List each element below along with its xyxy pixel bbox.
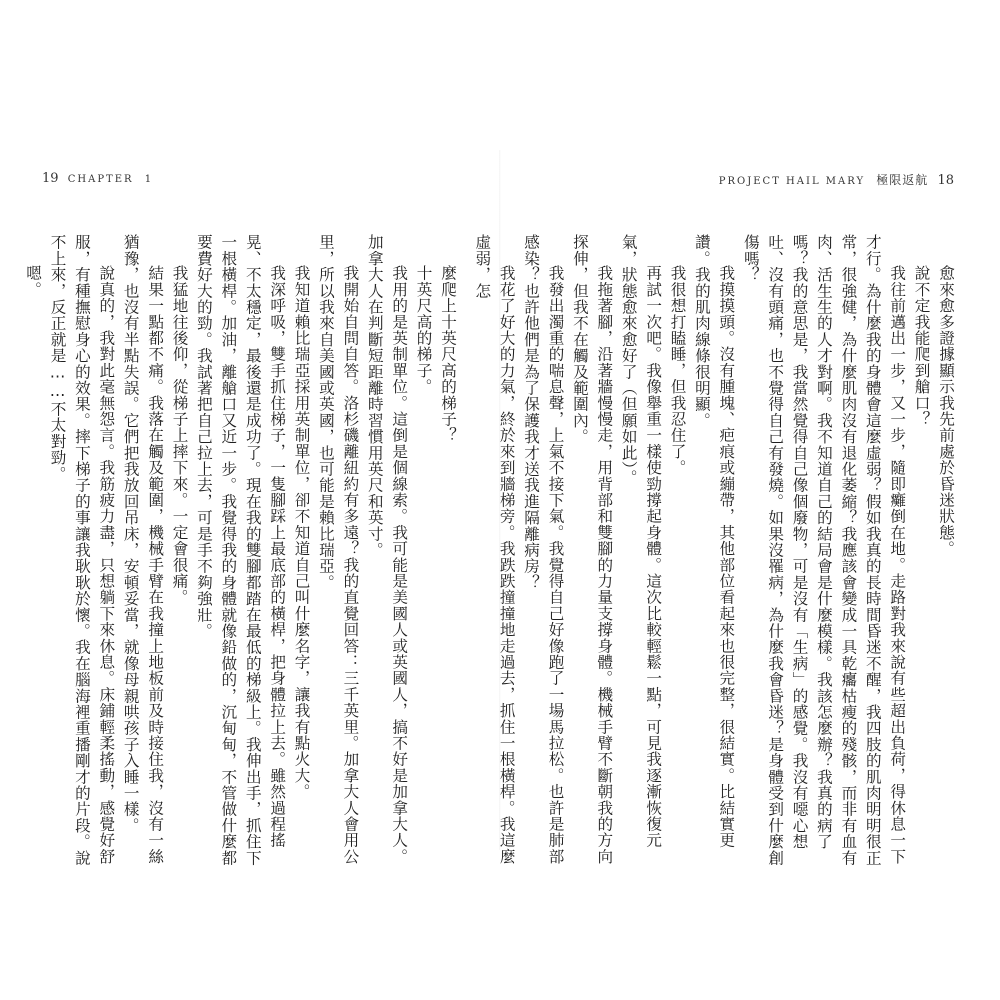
left-running-header: [38, 171, 153, 186]
paragraph: 我拖著腳，沿著牆慢慢走，用背部和雙腳的力量支撐身體。機械手臂不斷朝我的方向探伸，但我不在觸及範圍內。: [570, 234, 614, 865]
paragraph: 我猛地往後仰，從梯子上摔下來。一定會很痛。: [170, 265, 189, 606]
paragraph: 我花了好大的力氣，終於來到牆梯旁。我跌跌撞撞地走過去，抓住一根橫桿。我這麼虛弱，怎: [473, 234, 516, 865]
left-page-text: [24, 234, 460, 874]
left-page-body: [24, 234, 460, 874]
right-page-body: [473, 234, 958, 874]
left-page-number: 19: [42, 171, 59, 186]
right-page-text: [473, 234, 958, 874]
paragraph: 結果一點都不痛。我落在觸及範圍，機械手臂在我撞上地板前及時接住我，沒有一絲猶豫，也沒有半點失誤。它們把我放回吊床，安頓妥當，就像母親哄孩子入睡一樣。: [121, 234, 165, 865]
paragraph: 說真的，我對此毫無怨言。我筋疲力盡，只想躺下來休息。床鋪輕柔搖動，感覺好舒服，有種撫慰身心的效果。摔下梯子的事讓我耿耿於懷。我在腦海裡重播剛才的片段。說不上來，反正就是……不太對勁。: [48, 234, 116, 866]
paragraph: 我開始自問自答。洛杉磯離紐約有多遠？我的直覺回答：三千英里。加拿大人會用公里，所以我來自美國或英國，也可能是賴比瑞亞。: [316, 234, 360, 865]
paragraph: 我用的是英制單位。這倒是個線索。我可能是美國人或英國人，搞不好是加拿大人。加拿大人在判斷短距離時習慣用英尺和英寸。: [365, 234, 409, 865]
paragraph: 麼爬上十英尺高的梯子？: [439, 265, 457, 444]
chapter-label: CHAPTER: [67, 174, 134, 185]
running-title: PROJECT HAIL MARY: [718, 176, 866, 187]
paragraph: 再試一次吧。我像舉重一樣使勁撐起身體。這次比較輕鬆一點，可見我逐漸恢復元氣，狀態愈來愈好了（但願如此）。: [619, 234, 663, 849]
paragraph: 我很想打瞌睡，但我忍住了。: [668, 265, 687, 476]
paragraph: 我發出濁重的喘息聲，上氣不接下氣。我覺得自己好像跑了一場馬拉松。也許是肺部感染？也許他們是為了保護我才送我進隔離病房？: [522, 234, 565, 865]
chapter-number: 1: [144, 174, 154, 185]
paragraph: 我往前邁出一步，又一步，隨即癱倒在地。走路對我來說有些超出負荷，得休息一下才行。為什麼我的身體會這麼虛弱？假如我真的長時間昏迷不醒，我四肢的肌肉明明很正常，很強健，為什麼肌肉沒有退化萎縮？我應該會變成一具乾癟枯瘦的殘骸，而非有血有肉、活生生的人才對啊。我不知道自己的結局會是什麼模樣。我該怎麼辦？我真的病了嗎？我的意思是，我當然覺得自己像個廢物，可是沒有「生病」的感覺。我沒有噁心想吐、沒有頭痛，也不覺得自己有發燒。如果沒罹病，為什麼我會昏迷？是身體受到什麼創傷嗎？: [741, 234, 907, 866]
book-title-cjk: 極限返航: [876, 173, 929, 187]
paragraph: 我摸摸頭。沒有腫塊、疤痕或繃帶，其他部位看起來也很完整，很結實。比結實更讚。我的肌肉線條很明顯。: [692, 234, 736, 849]
paragraph: 我深呼吸，雙手抓住梯子，一隻腳踩上最底部的橫桿，把身體拉上去。雖然過程搖晃、不太穩定，最後還是成功了。現在我的雙腳都踏在最低的梯級上。我伸出手，抓住下一根橫桿。加油，離艙口又近一步。我覺得我的身體就像鉛做的，沉甸甸，不管做什麼都要費好大的勁。我試著把自己拉上去，可是手不夠強壯。: [194, 234, 287, 866]
paragraph: 嗯。: [24, 265, 43, 298]
right-running-header: [719, 171, 958, 188]
right-page-number: 18: [937, 173, 954, 188]
paragraph: 十英尺高的梯子。: [414, 265, 433, 395]
paragraph: 我知道賴比瑞亞採用英制單位，卻不知道自己叫什麼名字，讓我有點火大。: [292, 265, 311, 800]
paragraph: 說不定我能爬到艙口？: [912, 265, 931, 428]
paragraph: 愈來愈多證據顯示我先前處於昏迷狀態。: [937, 265, 955, 557]
